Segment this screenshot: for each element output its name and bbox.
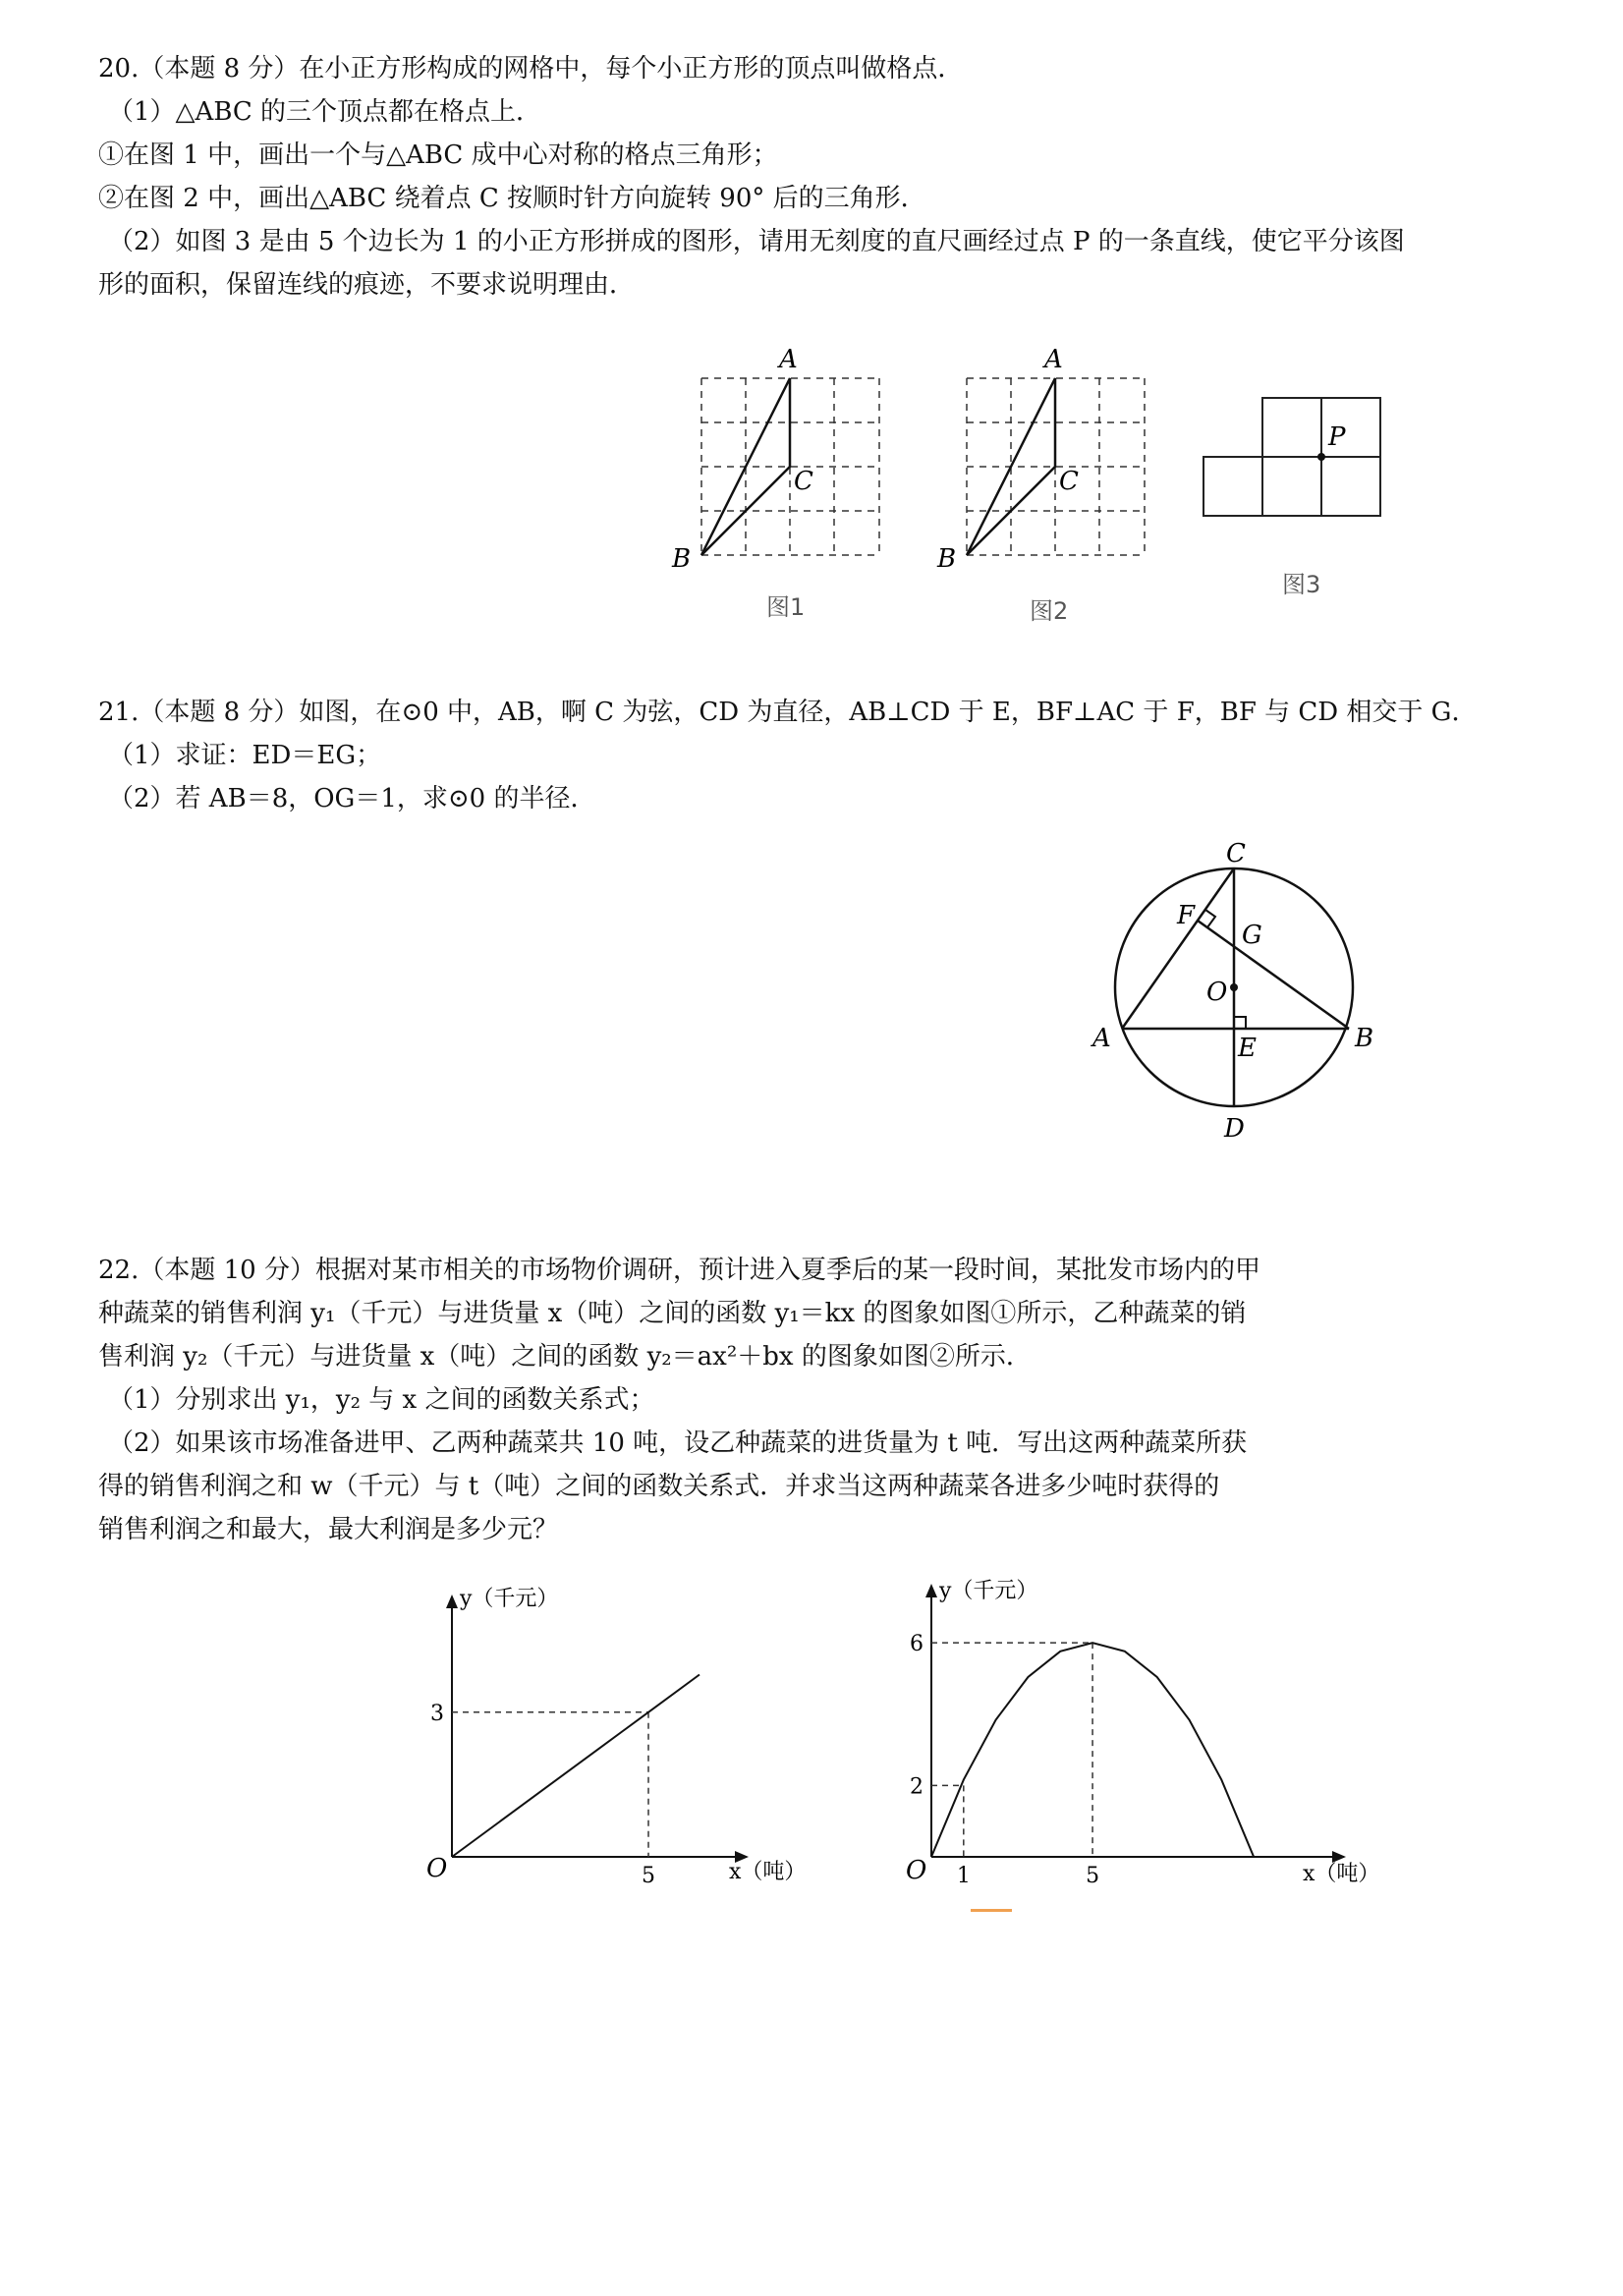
y-tick-3: 3	[430, 1701, 444, 1726]
x-tick-5: 5	[1086, 1864, 1100, 1888]
y-tick-2: 2	[910, 1774, 923, 1800]
label-a: A	[779, 345, 798, 374]
q20-part1b: ②在图 2 中，画出△ABC 绕着点 C 按顺时针方向旋转 90° 后的三角形．	[98, 184, 926, 213]
q22-line-4: （1）分别求出 y₁，y₂ 与 x 之间的函数关系式；	[108, 1385, 655, 1415]
q22-line-3: 售利润 y₂（千元）与进货量 x（吨）之间的函数 y₂＝ax²＋bx 的图象如图②所示．	[98, 1342, 1032, 1372]
x-axis-label: x（吨）	[729, 1860, 807, 1884]
x-axis-label: x（吨）	[1303, 1862, 1380, 1886]
label-p: P	[1328, 422, 1346, 452]
figure-2-grid	[914, 334, 1169, 629]
label-o: O	[1206, 978, 1228, 1007]
y-axis-label: y（千元）	[460, 1587, 559, 1611]
label-f: F	[1177, 901, 1196, 930]
ticks	[910, 1632, 1099, 1888]
figure-3-squares	[1189, 388, 1405, 535]
figure-1-grid	[648, 334, 904, 629]
figure-3-caption: 图3	[1282, 571, 1321, 598]
label-b: B	[672, 544, 692, 574]
q20-part2a: （2）如图 3 是由 5 个边长为 1 的小正方形拼成的图形，请用无刻度的直尺画经过点 P 的一条直线，使它平分该图	[108, 227, 1405, 256]
q22-line-1: 22.（本题 10 分）根据对某市相关的市场物价调研，预计进入夏季后的某一段时间，某批发市场内的甲	[98, 1256, 1260, 1285]
x-tick-1: 1	[956, 1864, 971, 1888]
right-angle-e	[1234, 1017, 1246, 1029]
figure-1-caption: 图1	[766, 593, 806, 621]
q21-title: 21.（本题 8 分）如图，在⊙0 中，AB，啊 C 为弦，CD 为直径，AB⊥CD 于 E，BF⊥AC 于 F，BF 与 CD 相交于 G．	[98, 698, 1478, 727]
label-d: D	[1224, 1114, 1245, 1144]
label-e: E	[1238, 1034, 1257, 1063]
series-line-y1	[452, 1675, 700, 1858]
label-g: G	[1242, 921, 1262, 950]
q22-line-6: 得的销售利润之和 w（千元）与 t（吨）之间的函数关系式．并求当这两种蔬菜各进多少吨时获得的	[98, 1472, 1220, 1501]
origin-label: O	[906, 1856, 927, 1885]
segment-bf	[1198, 921, 1349, 1029]
label-b: B	[1355, 1024, 1374, 1053]
label-c: C	[1226, 839, 1246, 868]
q22-line-2: 种蔬菜的销售利润 y₁（千元）与进货量 x（吨）之间的函数 y₁＝kx 的图象如图①所示，乙种蔬菜的销	[98, 1299, 1247, 1328]
y-axis-label: y（千元）	[939, 1579, 1038, 1603]
point-p	[1317, 453, 1325, 461]
label-b: B	[937, 544, 957, 574]
orange-mark	[971, 1909, 1012, 1912]
q20-part2b: 形的面积，保留连线的痕迹，不要求说明理由．	[98, 270, 636, 300]
right-angle-f	[1205, 910, 1215, 927]
figure-2-caption: 图2	[1030, 597, 1069, 625]
label-c: C	[1059, 467, 1079, 496]
series-curve-y2	[931, 1643, 1254, 1857]
x-tick-5: 5	[642, 1864, 655, 1888]
center-o	[1230, 983, 1238, 991]
origin-label: O	[426, 1854, 448, 1883]
label-c: C	[794, 467, 813, 496]
y-tick-6: 6	[910, 1632, 923, 1657]
q20-part1: （1）△ABC 的三个顶点都在格点上．	[108, 97, 542, 127]
circle-diagram	[1061, 825, 1395, 1159]
q21-part1: （1）求证：ED＝EG；	[108, 741, 382, 770]
label-a: A	[1092, 1024, 1111, 1053]
q22-line-7: 销售利润之和最大，最大利润是多少元？	[98, 1515, 559, 1544]
chart-parabola-y2	[884, 1572, 1415, 1896]
q20-part1a: ①在图 1 中，画出一个与△ABC 成中心对称的格点三角形；	[98, 140, 778, 170]
q20-title: 20.（本题 8 分）在小正方形构成的网格中，每个小正方形的顶点叫做格点．	[98, 54, 964, 84]
q22-line-5: （2）如果该市场准备进甲、乙两种蔬菜共 10 吨，设乙种蔬菜的进货量为 t 吨．写出这两种蔬菜所获	[108, 1428, 1248, 1458]
label-a: A	[1044, 345, 1063, 374]
chart-linear-y1	[413, 1572, 845, 1896]
guides	[931, 1643, 1092, 1857]
q21-part2: （2）若 AB＝8，OG＝1，求⊙0 的半径．	[108, 784, 596, 813]
